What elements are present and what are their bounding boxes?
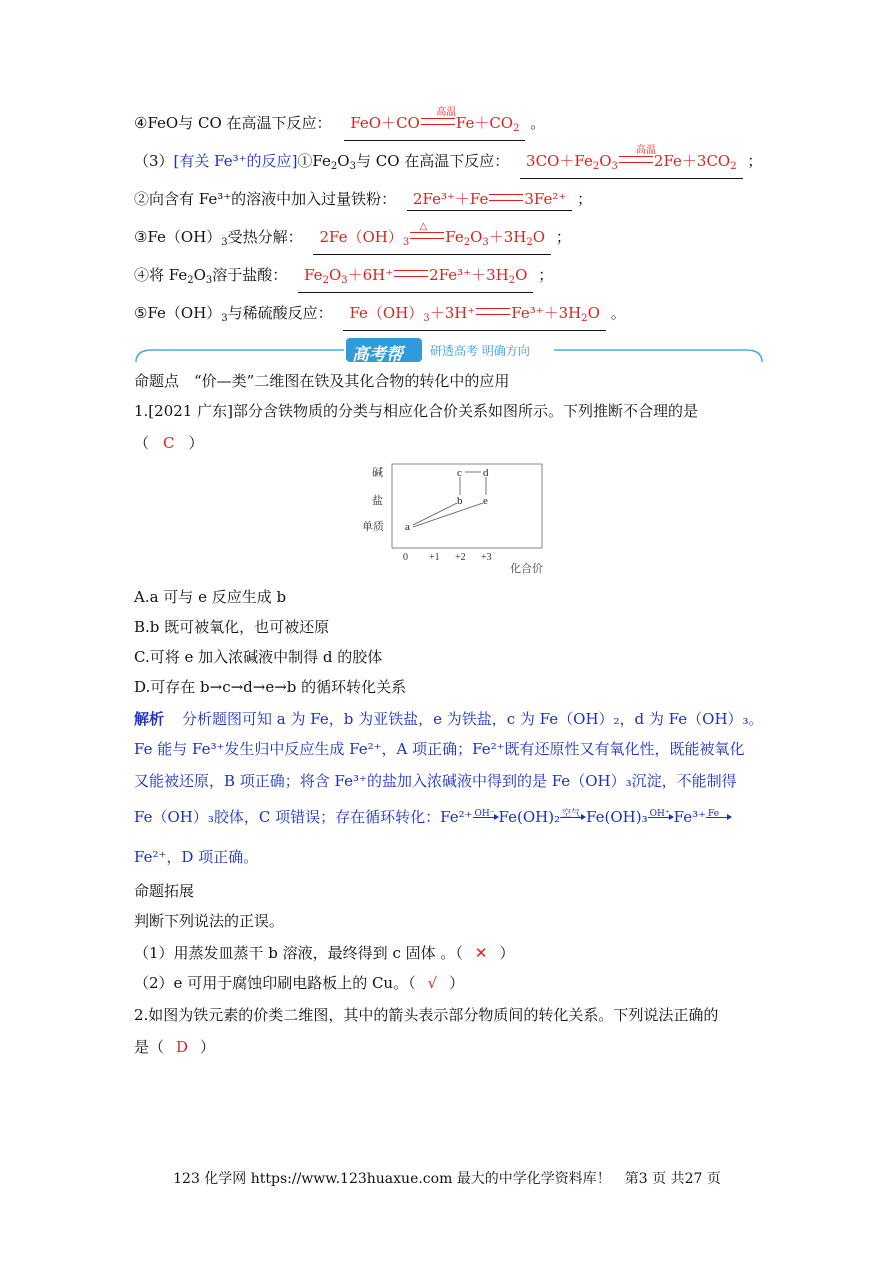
option-a: A.a 可与 e 反应生成 b	[134, 588, 287, 606]
check-mark: √	[427, 974, 438, 992]
punct: 。	[530, 114, 546, 132]
option-b: B.b 既可被氧化，也可被还原	[134, 618, 330, 636]
x-tick-label: +2	[455, 552, 466, 563]
option-d: D.可存在 b→c→d→e→b 的循环转化关系	[134, 678, 407, 696]
extension-item-2: （2）e 可用于腐蚀印刷电路板上的 Cu。（ √ ）	[134, 974, 465, 992]
point-c: c	[457, 467, 462, 479]
point-a: a	[405, 521, 410, 533]
equation-line-2: （3）[有关 Fe³⁺的反应]$①Fe_2O_3$与 CO 在高温下反应： $3CO+Fe_2O_3$ 高温 $2Fe+3CO_2$ ；	[134, 150, 762, 179]
reaction-arrow: 空气	[560, 811, 586, 821]
topic-tag: [有关 Fe³⁺的反应]	[173, 152, 298, 170]
item-number: （3）	[134, 152, 174, 170]
cross-mark: ✕	[474, 944, 488, 962]
reaction-arrow: Fe	[706, 811, 732, 821]
topic-heading: 命题点 “价—类”二维图在铁及其化合物的转化中的应用	[134, 372, 510, 390]
x-tick-label: +3	[481, 552, 492, 563]
edge-a-e	[413, 503, 483, 527]
equation-line-3	[134, 188, 592, 211]
prompt-text: ⑤Fe（OH）	[134, 304, 222, 322]
equation-line-1	[134, 107, 546, 141]
point-b: b	[457, 495, 463, 507]
answer-blank: $3CO+Fe_2O_3$ 高温 $2Fe+3CO_2$	[520, 150, 743, 179]
page-footer: 123 化学网 https://www.123huaxue.com 最大的中学化学资料库！ 第3 页 共27 页	[173, 1171, 721, 1187]
valence-class-diagram	[360, 460, 560, 580]
reaction-arrow: OH⁻	[473, 811, 499, 821]
banner-title: 高考帮	[352, 345, 403, 365]
prompt-text: ④将 Fe	[134, 266, 188, 284]
analysis-line-4: Fe（OH）₃胶体，C 项错误；存在循环转化：Fe²⁺ OH⁻ Fe(OH)₂ 空气 Fe(OH)₃ OH⁺ Fe³⁺ Fe	[134, 806, 732, 828]
analysis-label: 解析	[134, 710, 165, 728]
equation-line-6: $⑤Fe(OH)_3$与稀硫酸反应： $Fe(OH)_3+3H^+$ $Fe^{3+}+3H_2O$ 。	[134, 302, 626, 331]
analysis-line-2: Fe 能与 Fe³⁺发生归中反应生成 Fe²⁺，A 项正确；Fe²⁺既有还原性又有氧化性，既能被氧化	[134, 740, 745, 758]
punct: ；	[538, 266, 554, 284]
x-tick-label: +1	[429, 552, 440, 563]
section-banner	[134, 336, 764, 366]
question-1-answer: （ C ）	[134, 434, 204, 452]
plot-frame	[392, 464, 542, 548]
y-tick-label: 碱	[372, 467, 383, 479]
analysis-line-3: 又能被还原，B 项正确；将含 Fe³⁺的盐加入浓碱液中得到的是 Fe（OH）₃沉淀，不能制得	[134, 772, 737, 790]
analysis-line-1: 解析 分析题图可知 a 为 Fe，b 为亚铁盐，e 为铁盐，c 为 Fe（OH）₂，d 为 Fe（OH）₃。	[134, 710, 764, 728]
y-tick-label: 单质	[362, 521, 384, 533]
extension-item-1: （1）用蒸发皿蒸干 b 溶液，最终得到 c 固体 。（ ✕ ）	[134, 944, 515, 962]
answer-blank: $2Fe(OH)_3$ △ $Fe_2O_3+3H_2O$	[313, 226, 551, 255]
answer-blank: $Fe_2O_3+6H^+$ $2Fe^{3+}+3H_2O$	[298, 264, 533, 293]
reaction-arrow: OH⁺	[648, 811, 674, 821]
answer-blank: $Fe(OH)_3+3H^+$ $Fe^{3+}+3H_2O$	[343, 302, 605, 331]
question-2-text: 2.如图为铁元素的价类二维图，其中的箭头表示部分物质间的转化关系。下列说法正确的	[134, 1006, 719, 1024]
extension-intro: 判断下列说法的正误。	[134, 912, 285, 930]
point-e: e	[483, 495, 488, 507]
punct: 。	[610, 304, 626, 322]
equation-line-5: ④将 $Fe_2O_3$溶于盐酸： $Fe_2O_3+6H^+$ $2Fe^{3+}+3H_2O$ ；	[134, 264, 553, 293]
answer-letter: C	[163, 434, 175, 452]
banner-subtitle: 研透高考 明确方向	[430, 344, 530, 358]
prompt-text: ①Fe	[297, 152, 331, 170]
prompt-text: ③Fe（OH）	[134, 228, 222, 246]
equals-sign	[489, 194, 523, 201]
y-tick-label: 盐	[372, 495, 383, 507]
punct: ；	[555, 228, 571, 246]
question-1-text: 1.[2021 广东]部分含铁物质的分类与相应化合价关系如图所示。下列推断不合理的是	[134, 402, 698, 420]
question-2-answer: 是（ D ）	[134, 1038, 216, 1056]
extension-title: 命题拓展	[134, 882, 195, 900]
punct: ；	[747, 152, 763, 170]
equals-sign	[476, 308, 510, 315]
option-c: C.可将 e 加入浓碱液中制得 d 的胶体	[134, 648, 383, 666]
x-tick-label: 0	[403, 552, 408, 563]
punct: ；	[577, 190, 593, 208]
prompt-text: ②向含有 Fe³⁺的溶液中加入过量铁粉：	[134, 190, 397, 208]
answer-blank: FeO＋CO 高温 $Fe+CO_2$	[344, 112, 525, 141]
point-d: d	[483, 467, 489, 479]
analysis-line-5: Fe²⁺，D 项正确。	[134, 848, 259, 866]
prompt-text: ④FeO与 CO 在高温下反应：	[134, 114, 332, 132]
answer-letter: D	[176, 1038, 189, 1056]
equation-line-4: $③Fe(OH)_3$受热分解： $2Fe(OH)_3$ △ $Fe_2O_3+3H_2O$ ；	[134, 226, 571, 255]
equals-sign	[394, 270, 428, 277]
x-axis-title: 化合价	[510, 563, 543, 575]
equals-sign	[410, 232, 444, 239]
answer-blank: 2Fe³⁺＋Fe 3Fe²⁺	[407, 188, 572, 211]
